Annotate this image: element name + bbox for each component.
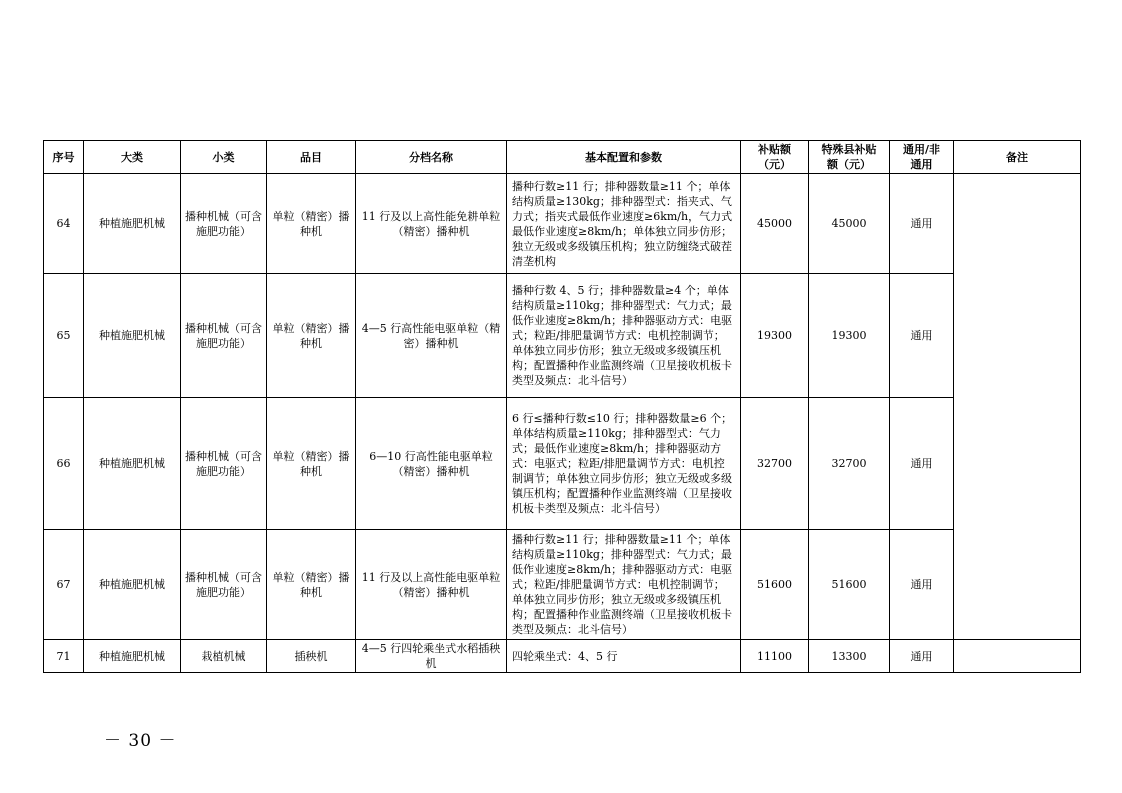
header-subsidy <box>741 141 809 174</box>
cell-tier-name: 4—5 行高性能电驱单粒（精密）播种机 <box>356 274 507 398</box>
cell-category: 种植施肥机械 <box>84 530 181 640</box>
cell-subsidy: 45000 <box>741 174 809 274</box>
cell-subsidy: 19300 <box>741 274 809 398</box>
header-index: 序号 <box>44 141 84 174</box>
cell-special-subsidy: 51600 <box>809 530 890 640</box>
cell-general: 通用 <box>890 530 954 640</box>
cell-item: 单粒（精密）播种机 <box>267 174 356 274</box>
cell-general: 通用 <box>890 640 954 673</box>
cell-tier-name: 6—10 行高性能电驱单粒（精密）播种机 <box>356 398 507 530</box>
cell-category: 种植施肥机械 <box>84 274 181 398</box>
table-row <box>44 274 1081 398</box>
cell-index: 65 <box>44 274 84 398</box>
header-general <box>890 141 954 174</box>
header-subsidy-line2: （元） <box>758 158 791 171</box>
header-general-line1: 通用/非 <box>902 143 941 156</box>
cell-item: 单粒（精密）播种机 <box>267 530 356 640</box>
cell-tier-name: 4—5 行四轮乘坐式水稻插秧机 <box>356 640 507 673</box>
cell-config: 播种行数≥11 行；排种器数量≥11 个；单体结构质量≥130kg；排种器型式：指夹式、气力式；指夹式最低作业速度≥6km/h，气力式最低作业速度≥8km/h；单体独立同步仿形；独立无级或多级镇压机构；独立防缠绕式破茬清垄机构 <box>507 174 741 274</box>
cell-item: 单粒（精密）播种机 <box>267 398 356 530</box>
cell-tier-name: 11 行及以上高性能免耕单粒（精密）播种机 <box>356 174 507 274</box>
cell-config: 播种行数≥11 行；排种器数量≥11 个；单体结构质量≥110kg；排种器型式：气力式；最低作业速度≥8km/h；排种器驱动方式：电驱式；粒距/排肥量调节方式：电机控制调节；单体独立同步仿形；独立无级或多级镇压机构；配置播种作业监测终端（卫星接收机板卡类型及频点：北斗信号） <box>507 530 741 640</box>
header-config: 基本配置和参数 <box>507 141 741 174</box>
cell-config: 播种行数 4、5 行；排种器数量≥4 个；单体结构质量≥110kg；排种器型式：气力式；最低作业速度≥8km/h；排种器驱动方式：电驱式；粒距/排肥量调节方式：电机控制调节；单体独立同步仿形；独立无级或多级镇压机构；配置播种作业监测终端（卫星接收机板卡类型及频点：北斗信号） <box>507 274 741 398</box>
cell-index: 67 <box>44 530 84 640</box>
cell-config: 6 行≤播种行数≤10 行；排种器数量≥6 个；单体结构质量≥110kg；排种器型式：气力式；最低作业速度≥8km/h；排种器驱动方式：电驱式；粒距/排肥量调节方式：电机控制调节；单体独立同步仿形；独立无级或多级镇压机构；配置播种作业监测终端（卫星接收机板卡类型及频点：北斗信号） <box>507 398 741 530</box>
cell-subcategory: 播种机械（可含施肥功能） <box>181 174 267 274</box>
cell-subcategory: 播种机械（可含施肥功能） <box>181 274 267 398</box>
cell-index: 66 <box>44 398 84 530</box>
cell-general: 通用 <box>890 274 954 398</box>
cell-subcategory: 播种机械（可含施肥功能） <box>181 398 267 530</box>
table-row <box>44 640 1081 673</box>
table-row <box>44 398 1081 530</box>
header-remarks: 备注 <box>954 141 1081 174</box>
header-general-line2: 通用 <box>910 158 933 171</box>
cell-general: 通用 <box>890 174 954 274</box>
table-row <box>44 174 1081 274</box>
table-header <box>44 141 1081 174</box>
cell-category: 种植施肥机械 <box>84 398 181 530</box>
cell-special-subsidy: 32700 <box>809 398 890 530</box>
header-special-line1: 特殊县补贴 <box>821 143 877 156</box>
header-item: 品目 <box>267 141 356 174</box>
cell-remarks <box>954 174 1081 640</box>
table-row <box>44 530 1081 640</box>
cell-special-subsidy: 45000 <box>809 174 890 274</box>
header-subcategory: 小类 <box>181 141 267 174</box>
cell-category: 种植施肥机械 <box>84 174 181 274</box>
header-special-line2: 额（元） <box>827 158 871 171</box>
cell-index: 71 <box>44 640 84 673</box>
cell-index: 64 <box>44 174 84 274</box>
header-category: 大类 <box>84 141 181 174</box>
subsidy-table <box>43 140 1081 673</box>
page-number: － 30 － <box>104 731 177 751</box>
cell-config: 四轮乘坐式：4、5 行 <box>507 640 741 673</box>
header-special-subsidy <box>809 141 890 174</box>
cell-tier-name: 11 行及以上高性能电驱单粒（精密）播种机 <box>356 530 507 640</box>
cell-subsidy: 32700 <box>741 398 809 530</box>
cell-subcategory: 栽植机械 <box>181 640 267 673</box>
cell-special-subsidy: 19300 <box>809 274 890 398</box>
cell-remarks <box>954 640 1081 673</box>
cell-general: 通用 <box>890 398 954 530</box>
header-subsidy-line1: 补贴额 <box>758 143 791 156</box>
header-tier-name: 分档名称 <box>356 141 507 174</box>
cell-subsidy: 11100 <box>741 640 809 673</box>
cell-special-subsidy: 13300 <box>809 640 890 673</box>
cell-subcategory: 播种机械（可含施肥功能） <box>181 530 267 640</box>
cell-item: 插秧机 <box>267 640 356 673</box>
cell-category: 种植施肥机械 <box>84 640 181 673</box>
cell-subsidy: 51600 <box>741 530 809 640</box>
cell-item: 单粒（精密）播种机 <box>267 274 356 398</box>
